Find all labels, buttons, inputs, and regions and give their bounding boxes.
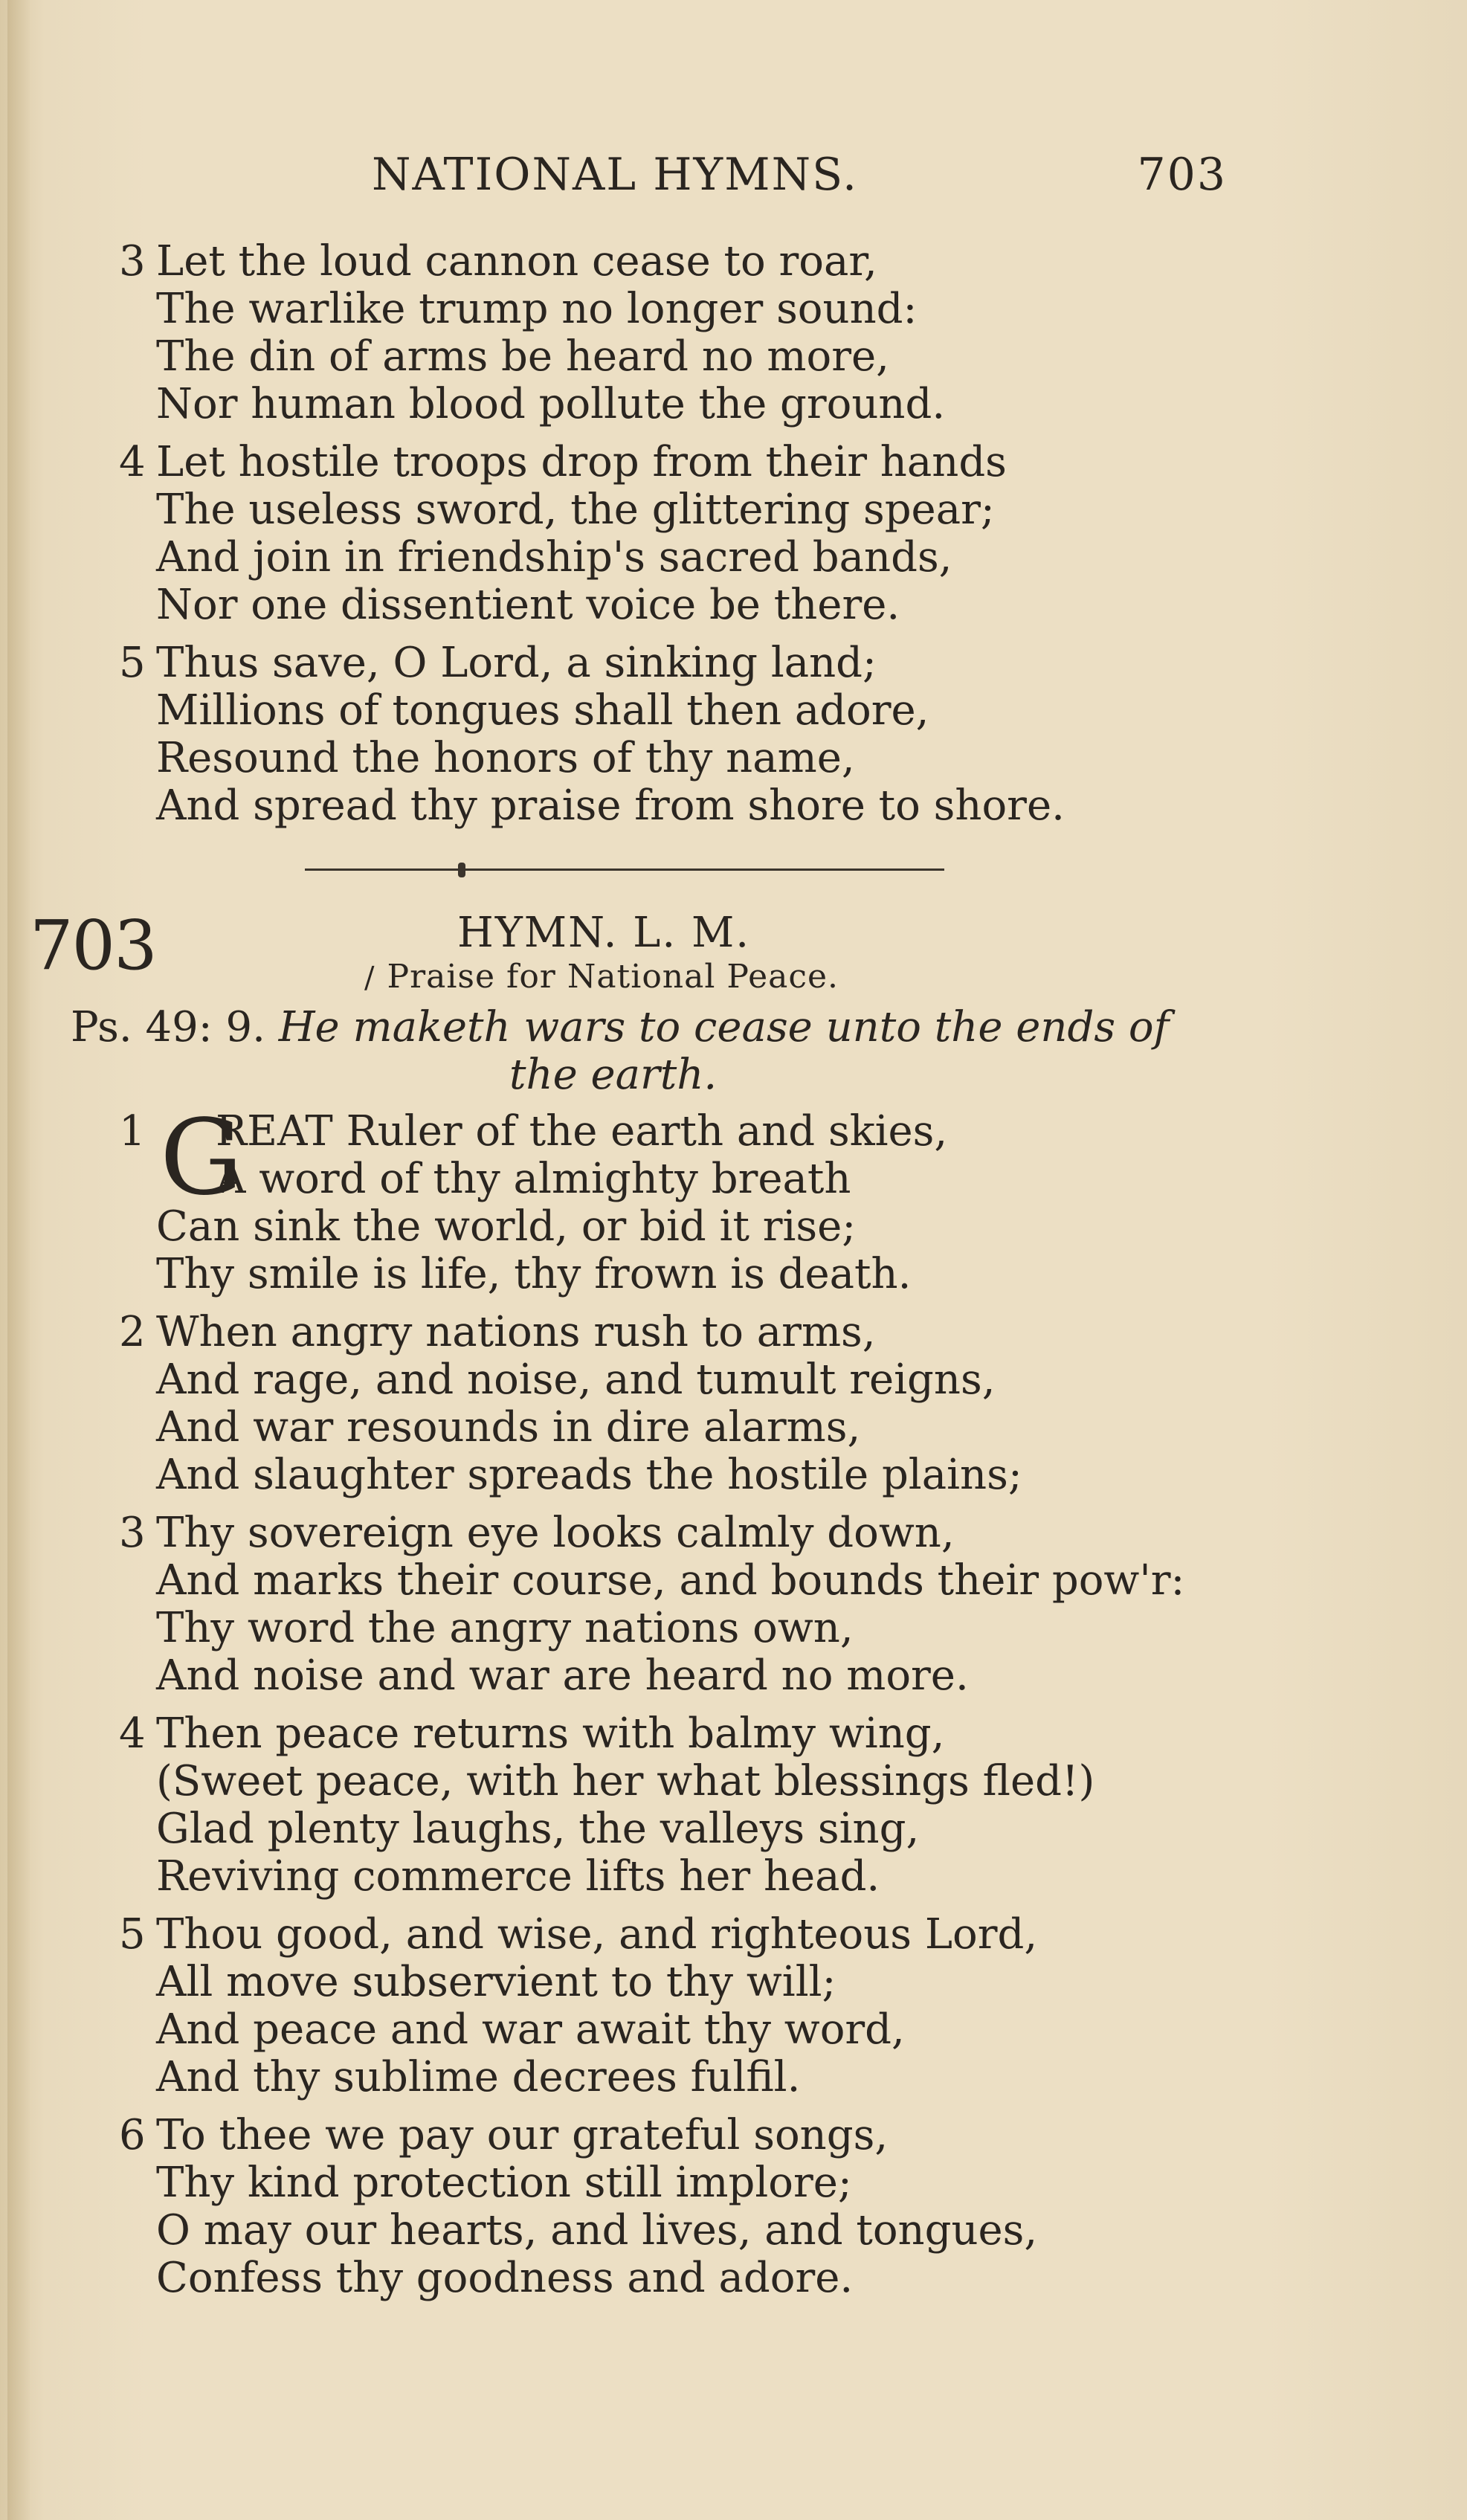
stanza-line: 3 Thy sovereign eye looks calmly down, [119, 1509, 955, 1557]
stanza-line: And spread thy praise from shore to shore. [156, 782, 1065, 830]
stanza-line: O may our hearts, and lives, and tongues, [156, 2206, 1038, 2255]
divider-ornament [458, 863, 465, 877]
stanza-line: (Sweet peace, with her what blessings fled!) [156, 1757, 1095, 1805]
prev-stanza-5 [119, 639, 1346, 830]
scripture-text-cont: the earth. [509, 1051, 718, 1099]
stanza-line: And marks their course, and bounds their pow'r: [156, 1556, 1185, 1605]
page-gutter [7, 0, 30, 2520]
scripture-text: He maketh wars to cease unto the ends of [278, 1003, 1170, 1051]
stanza-line: The warlike trump no longer sound: [156, 285, 918, 333]
stanza-line: And war resounds in dire alarms, [156, 1403, 861, 1451]
stanza-5 [119, 1911, 1346, 2101]
stanza-line: Nor human blood pollute the ground. [156, 380, 946, 428]
prev-stanza-3 [119, 238, 1346, 428]
stanza-line: And peace and war await thy word, [156, 2005, 905, 2054]
stanza-line: And rage, and noise, and tumult reigns, [156, 1356, 996, 1404]
stanza-line: Nor one dissentient voice be there. [156, 581, 900, 629]
stanza-line: The din of arms be heard no more, [156, 332, 889, 381]
stanza-number: 6 [119, 2111, 146, 2159]
stanza-line: A word of thy almighty breath [216, 1155, 851, 1203]
stanza-line: 4 Then peace returns with balmy wing, [119, 1709, 945, 1758]
stanza-line: Reviving commerce lifts her head. [156, 1852, 880, 1901]
stanza-line: Thy smile is life, thy frown is death. [156, 1250, 912, 1298]
stanza-line: And join in friendship's sacred bands, [156, 533, 952, 581]
stanza-number: 3 [119, 237, 146, 286]
stanza-number: 3 [119, 1509, 146, 1557]
stanza-line: 1 REAT Ruler of the earth and skies, [119, 1107, 948, 1156]
stanza-line: Millions of tongues shall then adore, [156, 686, 929, 735]
stanza-line: 5 Thou good, and wise, and righteous Lord, [119, 1910, 1038, 1959]
prev-stanza-4 [119, 439, 1346, 629]
stanza-2 [119, 1309, 1346, 1499]
stanza-line: Thy kind protection still implore; [156, 2159, 852, 2207]
stanza-number: 4 [119, 438, 146, 486]
hymn-number: 703 [30, 906, 156, 985]
stanza-number: 2 [119, 1308, 146, 1356]
running-head [372, 149, 1227, 208]
stanza-line: Resound the honors of thy name, [156, 734, 855, 782]
stanza-line: And slaughter spreads the hostile plains; [156, 1451, 1022, 1499]
stanza-line: Thy word the angry nations own, [156, 1604, 854, 1652]
stanza-line: Can sink the world, or bid it rise; [156, 1202, 857, 1251]
stanza-6 [119, 2112, 1346, 2302]
stanza-number: 5 [119, 639, 146, 687]
stanza-number: 5 [119, 1910, 146, 1959]
stanza-4 [119, 1710, 1346, 1901]
section-divider [305, 869, 944, 871]
hymn-subtitle [364, 958, 839, 996]
stanza-line: The useless sword, the glittering spear; [156, 486, 995, 534]
stanza-line: 2 When angry nations rush to arms, [119, 1308, 876, 1356]
hymn-title: HYMN. L. M. [457, 909, 751, 957]
stanza-line: 6 To thee we pay our grateful songs, [119, 2111, 889, 2159]
stanza-line: 4 Let hostile troops drop from their hands [119, 438, 1007, 486]
scripture-ref: Ps. 49: 9. [71, 1003, 265, 1051]
stanza-line: Confess thy goodness and adore. [156, 2254, 854, 2302]
stanza-line: And thy sublime decrees fulfil. [156, 2053, 801, 2101]
hymn-subtitle-text: Praise for National Peace. [387, 958, 839, 996]
stanza-3 [119, 1509, 1346, 1700]
check-mark-icon: ∕ [364, 961, 375, 995]
drop-cap: G [160, 1098, 243, 1219]
stanza-line: 3 Let the loud cannon cease to roar, [119, 237, 877, 286]
stanza-line: All move subservient to thy will; [156, 1958, 836, 2006]
stanza-number: 4 [119, 1709, 146, 1758]
running-head-title: NATIONAL HYMNS. [372, 149, 859, 201]
stanza-line: And noise and war are heard no more. [156, 1651, 969, 1700]
scripture-epigraph [71, 1003, 1260, 1099]
stanza-number: 1 [119, 1107, 146, 1156]
stanza-line: 5 Thus save, O Lord, a sinking land; [119, 639, 877, 687]
stanza-line: Glad plenty laughs, the valleys sing, [156, 1805, 920, 1853]
stanza-1 [119, 1098, 1346, 1298]
page-number: 703 [1137, 149, 1227, 201]
